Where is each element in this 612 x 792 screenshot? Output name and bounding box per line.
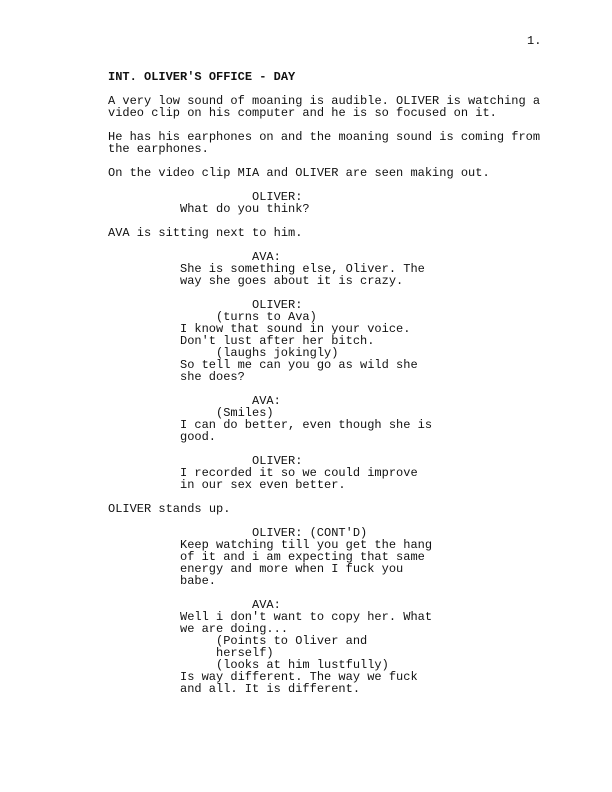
parenthetical: (looks at him lustfully)	[216, 658, 389, 672]
dialogue-line: What do you think?	[180, 202, 310, 216]
action-line: OLIVER stands up.	[108, 502, 231, 516]
character-name: OLIVER:	[252, 190, 303, 204]
action-line: the earphones.	[108, 142, 209, 156]
character-name: AVA:	[252, 598, 281, 612]
page-number: 1.	[527, 34, 542, 48]
action-line: A very low sound of moaning is audible. OLIVER is watching a	[108, 94, 541, 108]
dialogue-line: So tell me can you go as wild she	[180, 358, 418, 372]
character-name: OLIVER:	[252, 298, 303, 312]
character-name: OLIVER:	[252, 454, 303, 468]
dialogue-line: in our sex even better.	[180, 478, 346, 492]
character-name: AVA:	[252, 250, 281, 264]
dialogue-line: of it and i am expecting that same	[180, 550, 425, 564]
dialogue-line: I can do better, even though she is	[180, 418, 433, 432]
dialogue-line: good.	[180, 430, 217, 444]
dialogue-line: babe.	[180, 574, 217, 588]
dialogue-line: we are doing...	[180, 622, 289, 636]
dialogue-line: and all. It is different.	[180, 682, 361, 696]
scene-heading: INT. OLIVER'S OFFICE - DAY	[108, 70, 296, 84]
parenthetical: (turns to Ava)	[216, 310, 317, 324]
dialogue-line: Keep watching till you get the hang	[180, 538, 433, 552]
action-line: video clip on his computer and he is so focused on it.	[108, 106, 497, 120]
dialogue-line: I know that sound in your voice.	[180, 322, 411, 336]
dialogue-line: Don't lust after her bitch.	[180, 334, 375, 348]
parenthetical: herself)	[216, 646, 274, 660]
dialogue-line: Well i don't want to copy her. What	[180, 610, 433, 624]
character-name: AVA:	[252, 394, 281, 408]
dialogue-line: she does?	[180, 370, 245, 384]
dialogue-line: energy and more when I fuck you	[180, 562, 404, 576]
dialogue-line: She is something else, Oliver. The	[180, 262, 425, 276]
character-name: OLIVER: (CONT'D)	[252, 526, 368, 540]
dialogue-line: I recorded it so we could improve	[180, 466, 418, 480]
parenthetical: (Smiles)	[216, 406, 274, 420]
dialogue-line: Is way different. The way we fuck	[180, 670, 418, 684]
parenthetical: (laughs jokingly)	[216, 346, 339, 360]
action-line: He has his earphones on and the moaning sound is coming from	[108, 130, 541, 144]
action-line: AVA is sitting next to him.	[108, 226, 303, 240]
dialogue-line: way she goes about it is crazy.	[180, 274, 404, 288]
action-line: On the video clip MIA and OLIVER are seen making out.	[108, 166, 490, 180]
parenthetical: (Points to Oliver and	[216, 634, 368, 648]
